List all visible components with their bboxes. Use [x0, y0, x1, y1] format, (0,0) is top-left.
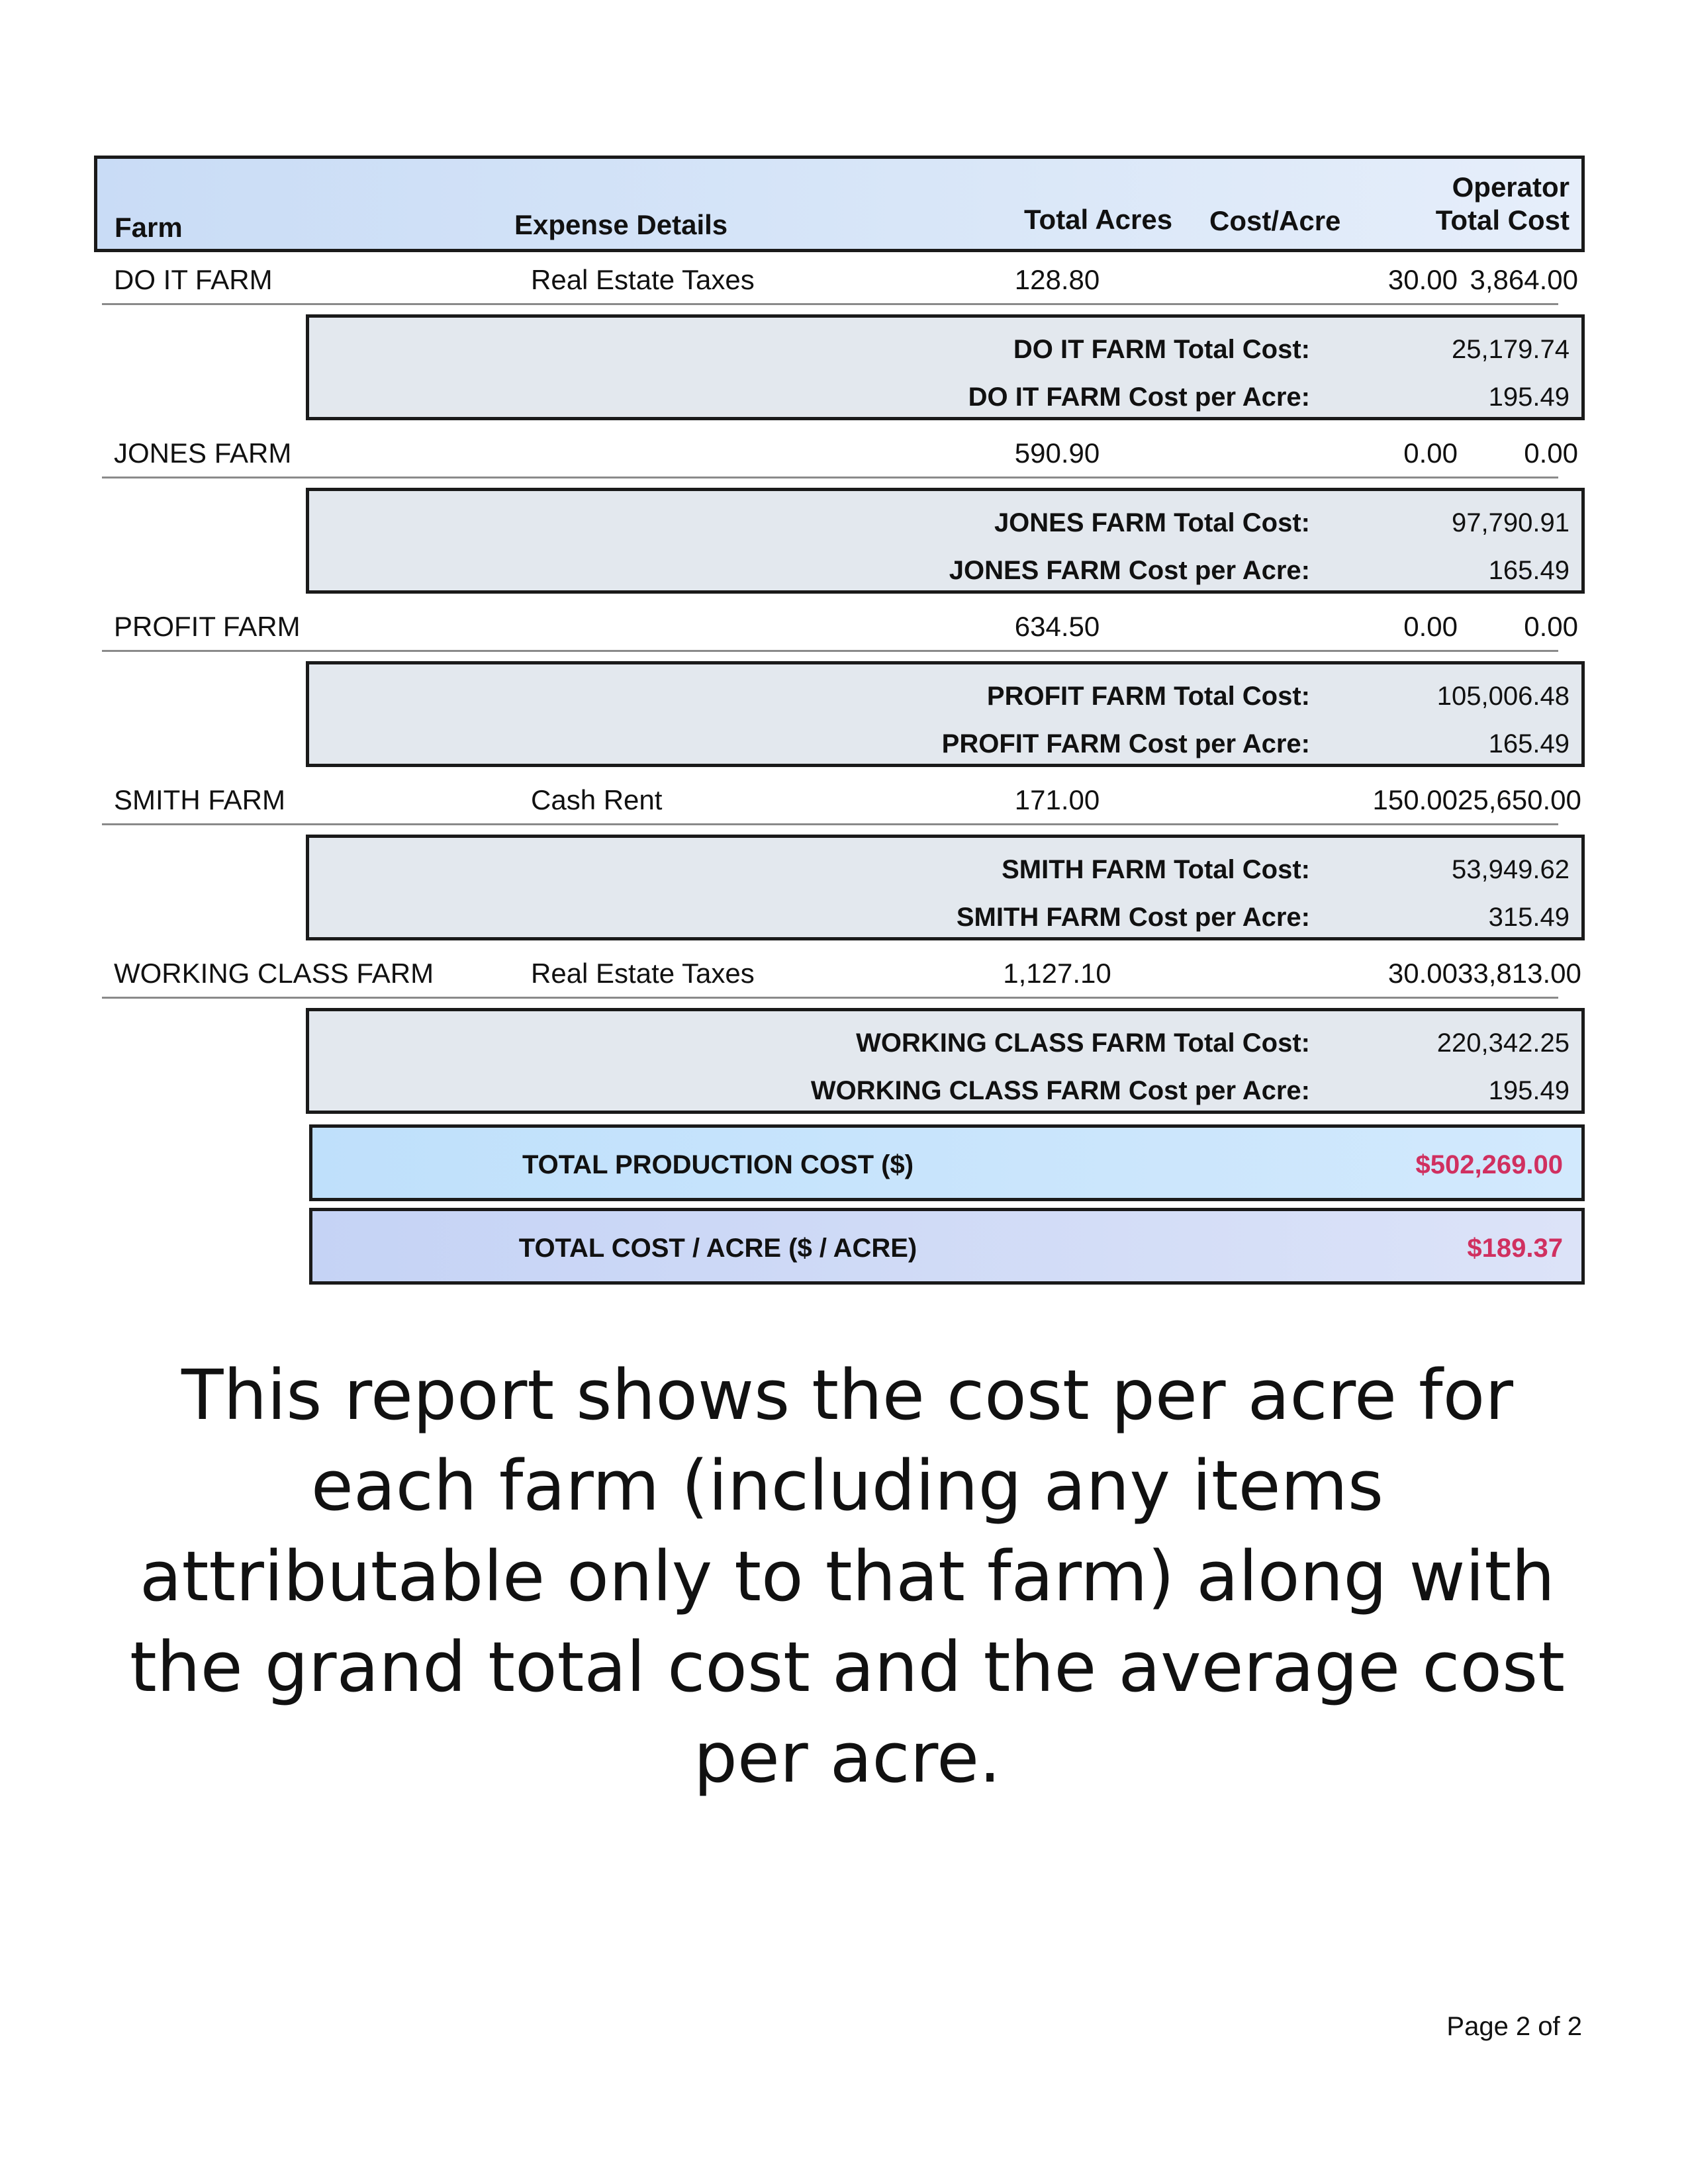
farm-cost-per-acre-label: JONES FARM Cost per Acre:: [949, 556, 1310, 585]
farm-name: PROFIT FARM: [114, 611, 301, 642]
operator-total-cost: 33,813.00: [1458, 958, 1581, 989]
farm-name: WORKING CLASS FARM: [114, 958, 434, 989]
operator-total-cost: 0.00: [1524, 437, 1578, 469]
farm-total-cost-label: SMITH FARM Total Cost:: [1002, 855, 1310, 884]
total-production-cost-label: TOTAL PRODUCTION COST ($): [522, 1150, 914, 1179]
report-summary-text: This report shows the cost per acre for each farm (including any items attributable only to that farm) along with the grand total cost and the average cost per acre.: [130, 1355, 1565, 1798]
farm-total-cost-value: 53,949.62: [1452, 855, 1570, 884]
farm-name: DO IT FARM: [114, 264, 273, 295]
total-acres: 1,127.10: [1003, 958, 1111, 989]
farm-total-cost-label: JONES FARM Total Cost:: [994, 508, 1310, 537]
farm-cost-per-acre-label: SMITH FARM Cost per Acre:: [956, 903, 1310, 932]
page-number: Page 2 of 2: [1446, 2012, 1582, 2041]
header-total-acres: Total Acres: [1024, 204, 1173, 235]
farm-cost-per-acre-label: WORKING CLASS FARM Cost per Acre:: [810, 1076, 1310, 1105]
total-acres: 634.50: [1014, 611, 1100, 642]
expense-detail: Real Estate Taxes: [531, 264, 755, 295]
farm-row: [94, 599, 1585, 652]
farm-row: [94, 772, 1585, 825]
farm-cost-per-acre-value: 315.49: [1488, 903, 1570, 932]
total-production-cost-value: $502,269.00: [1415, 1150, 1563, 1179]
farm-total-cost-label: WORKING CLASS FARM Total Cost:: [856, 1028, 1310, 1058]
farm-name: SMITH FARM: [114, 784, 285, 815]
cost-per-acre: 30.00: [1387, 264, 1458, 295]
expense-detail: Real Estate Taxes: [531, 958, 755, 989]
operator-total-cost: 0.00: [1524, 611, 1578, 642]
header-cost-per-acre: Cost/Acre: [1209, 205, 1341, 236]
farm-subtotal-box: [306, 488, 1585, 594]
farm-subtotal-box: [306, 1008, 1585, 1114]
total-cost-per-acre-value: $189.37: [1467, 1234, 1563, 1263]
farm-cost-per-acre-label: DO IT FARM Cost per Acre:: [968, 383, 1310, 412]
cost-report-table: [94, 156, 1585, 1285]
total-cost-per-acre-label: TOTAL COST / ACRE ($ / ACRE): [518, 1234, 917, 1263]
expense-detail: Cash Rent: [531, 784, 663, 815]
cost-per-acre: 150.00: [1372, 784, 1458, 815]
farm-total-cost-label: PROFIT FARM Total Cost:: [986, 682, 1310, 711]
total-acres: 590.90: [1014, 437, 1100, 469]
farm-name: JONES FARM: [114, 437, 292, 469]
farm-subtotal-box: [306, 314, 1585, 420]
header-operator-line2: Total Cost: [1435, 205, 1570, 236]
total-acres: 171.00: [1014, 784, 1100, 815]
farm-total-cost-value: 105,006.48: [1436, 682, 1570, 711]
farm-cost-per-acre-value: 195.49: [1488, 383, 1570, 412]
total-acres: 128.80: [1014, 264, 1100, 295]
farm-row: [94, 426, 1585, 478]
farm-cost-per-acre-value: 195.49: [1488, 1076, 1570, 1105]
total-production-cost-box: [309, 1124, 1585, 1201]
header-operator-total-cost: [1436, 171, 1570, 237]
cost-per-acre: 0.00: [1403, 611, 1458, 642]
cost-per-acre: 30.00: [1387, 958, 1458, 989]
farm-row: [94, 946, 1585, 999]
farm-total-cost-value: 220,342.25: [1436, 1028, 1570, 1058]
header-expense-details: Expense Details: [514, 209, 728, 240]
operator-total-cost: 3,864.00: [1470, 264, 1578, 295]
farm-row: [94, 252, 1585, 305]
farm-cost-per-acre-value: 165.49: [1488, 729, 1570, 758]
farm-cost-per-acre-label: PROFIT FARM Cost per Acre:: [941, 729, 1310, 758]
farm-subtotal-box: [306, 661, 1585, 767]
table-header: [94, 156, 1585, 252]
total-cost-per-acre-box: [309, 1208, 1585, 1285]
operator-total-cost: 25,650.00: [1458, 784, 1581, 815]
farm-cost-per-acre-value: 165.49: [1488, 556, 1570, 585]
farm-total-cost-label: DO IT FARM Total Cost:: [1013, 335, 1310, 364]
header-farm: Farm: [115, 212, 183, 243]
farm-total-cost-value: 25,179.74: [1452, 335, 1570, 364]
farm-total-cost-value: 97,790.91: [1452, 508, 1570, 537]
farm-subtotal-box: [306, 835, 1585, 940]
header-operator-line1: Operator: [1452, 171, 1570, 203]
cost-per-acre: 0.00: [1403, 437, 1458, 469]
